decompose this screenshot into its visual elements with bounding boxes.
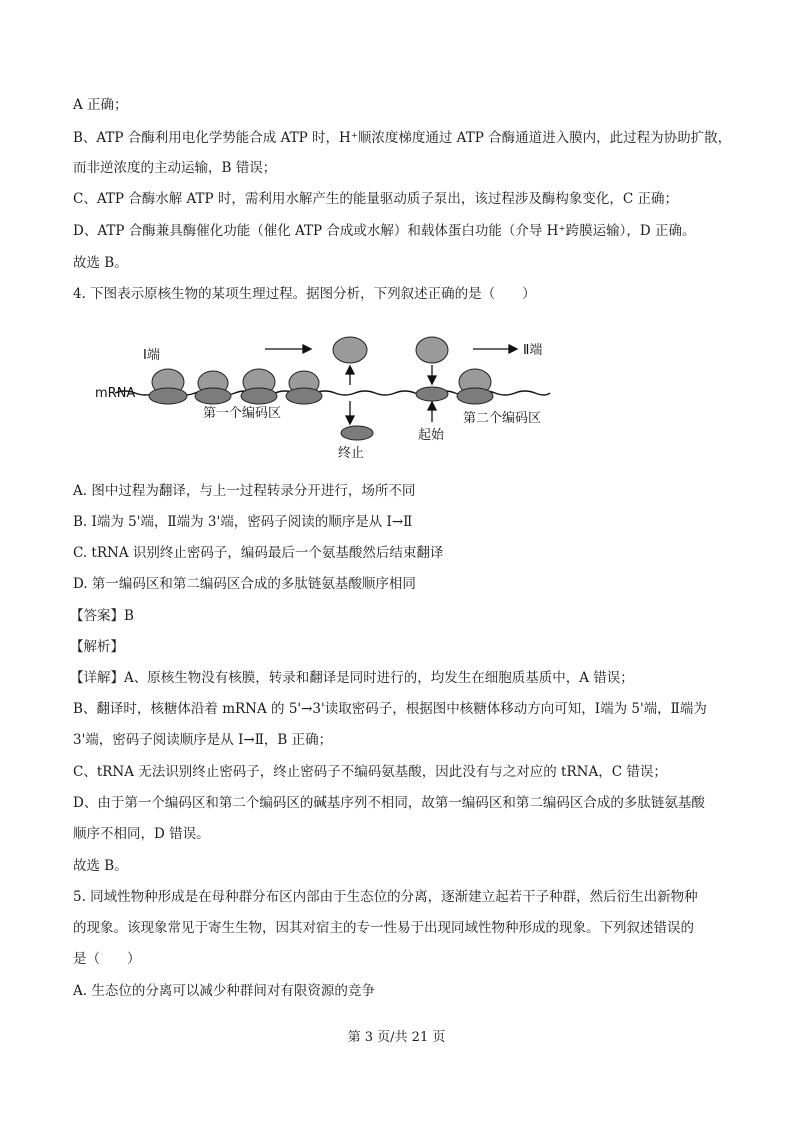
end-1-label: Ⅰ端 — [143, 348, 160, 363]
question-4-stem: 4. 下图表示原核生物的某项生理过程。据图分析，下列叙述正确的是（ ） — [73, 286, 536, 302]
down-arrow — [346, 401, 354, 424]
option-a: A. 图中过程为翻译，与上一过程转录分开进行，场所不同 — [73, 483, 416, 499]
ribosome-large-subunit — [416, 337, 448, 363]
ribosome-large-subunit — [333, 337, 367, 363]
ribosome-small-subunit — [341, 426, 373, 440]
ribosome — [457, 369, 493, 404]
up-arrow — [428, 402, 436, 422]
ribosome — [195, 371, 231, 404]
question-5-stem: 5. 同域性物种形成是在母种群分布区内部由于生态位的分离，逐渐建立起若干子种群，然后衍生出新物种 — [73, 889, 698, 905]
text-line: 故选 B。 — [73, 858, 128, 874]
end-2-label: Ⅱ端 — [523, 343, 543, 358]
text-line: 3'端，密码子阅读顺序是从 Ⅰ→Ⅱ，B 正确； — [73, 732, 333, 748]
region-1-label: 第一个编码区 — [203, 406, 282, 421]
direction-arrow-1 — [265, 345, 311, 353]
option-d: D. 第一编码区和第二编码区合成的多肽链氨基酸顺序相同 — [73, 576, 416, 592]
text-line: D、由于第一个编码区和第二个编码区的碱基序列不相同，故第一编码区和第二编码区合成的多肽链氨基酸 — [73, 795, 705, 811]
answer-label: 【答案】B — [70, 608, 134, 624]
text-line: 故选 B。 — [73, 255, 128, 271]
text-line: 的现象。该现象常见于寄生生物，因其对宿主的专一性易于出现同域性物种形成的现象。下列叙述错误的 — [73, 920, 694, 936]
region-2-label: 第二个编码区 — [463, 411, 542, 426]
option-c: C. tRNA 识别终止密码子，编码最后一个氨基酸然后结束翻译 — [73, 545, 444, 561]
text-line: B、ATP 合酶利用电化学势能合成 ATP 时，H⁺顺浓度梯度通过 ATP 合酶通道进入膜内，此过程为协助扩散， — [73, 130, 732, 146]
page-footer: 第 3 页/共 21 页 — [347, 1030, 446, 1045]
text-line: D、ATP 合酶兼具酶催化功能（催化 ATP 合成或水解）和载体蛋白功能（介导 H⁺跨膜运输），D 正确。 — [73, 223, 696, 239]
direction-arrow-2 — [473, 345, 517, 353]
up-arrow — [346, 366, 354, 385]
start-label: 起始 — [418, 428, 445, 443]
text-line: B、翻译时，核糖体沿着 mRNA 的 5'→3'读取密码子，根据图中核糖体移动方向可知，Ⅰ端为 5'端，Ⅱ端为 — [73, 701, 707, 717]
option-a: A. 生态位的分离可以减少种群间对有限资源的竞争 — [73, 983, 375, 999]
text-line: 【详解】A、原核生物没有核膜，转录和翻译是同时进行的，均发生在细胞质基质中，A 错误； — [70, 670, 634, 686]
ribosome — [286, 371, 322, 404]
ribosome-small-subunit — [416, 387, 448, 401]
text-line: 顺序不相同，D 错误。 — [73, 826, 210, 842]
text-line: C、tRNA 无法识别终止密码子，终止密码子不编码氨基酸，因此没有与之对应的 tRNA，C 错误； — [73, 764, 667, 780]
down-arrow — [428, 365, 436, 384]
stop-label: 终止 — [338, 446, 365, 461]
text-line: C、ATP 合酶水解 ATP 时，需利用水解产生的能量驱动质子泵出，该过程涉及酶构象变化，C 正确； — [73, 191, 679, 207]
analysis-label: 【解析】 — [70, 639, 124, 655]
option-b: B. Ⅰ端为 5'端，Ⅱ端为 3'端，密码子阅读的顺序是从 Ⅰ→Ⅱ — [73, 514, 413, 530]
text-line: 是（ ） — [73, 951, 141, 967]
ribosome — [241, 369, 277, 404]
ribosome — [149, 369, 187, 404]
text-line: A 正确； — [73, 97, 128, 113]
text-line: 而非逆浓度的主动运输，B 错误； — [73, 160, 277, 176]
translation-diagram — [95, 325, 565, 465]
mrna-label: mRNA — [95, 386, 136, 401]
